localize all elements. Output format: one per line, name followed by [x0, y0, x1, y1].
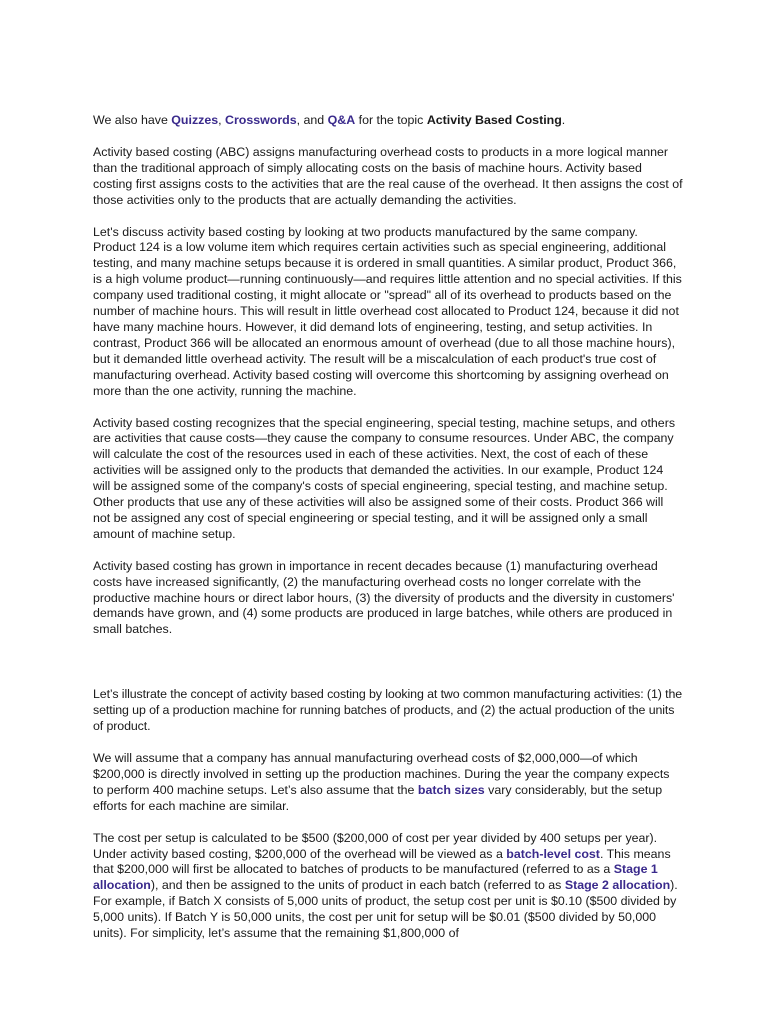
intro-prefix: We also have [93, 113, 172, 127]
crosswords-link[interactable]: Crosswords [225, 113, 297, 127]
setup-text-c: ), and then be assigned to the units of product in each batch (referred to as [150, 878, 565, 893]
intro-and: , and [296, 113, 328, 127]
stage-2-allocation-link[interactable]: Stage 2 allocation [564, 878, 671, 893]
intro-comma: , [218, 113, 226, 127]
paragraph-importance: Activity based costing has grown in importance in recent decades because (1) manufacturing overhead costs have increased significantly, (2) the manufacturing overhead costs no longer correlate with the productive machine hours or direct labor hours, (3) the diversity of products and the diversity in customers' demands have grown, and (4) some products are produced in large batches, while others are produced in small batches. [93, 558, 675, 637]
setup-text-b: . This means that $200,000 will first be allocated to batches of products to be manufactured (referred to as a [93, 846, 671, 877]
paragraph-assume [93, 751, 683, 815]
stage-1-allocation-link[interactable]: Stage 1 allocation [93, 862, 658, 893]
assume-text-a: We will assume that a company has annual manufacturing overhead costs of $2,000,000—of which $200,000 is directly involved in setting up the production machines. During the year the company expects to perform 400 machine setups. Let’s also assume that the [93, 751, 670, 797]
batch-level-cost-link[interactable]: batch-level cost [506, 846, 600, 861]
paragraph-two-products: Let's discuss activity based costing by looking at two products manufactured by the same company. Product 124 is a low volume item which requires certain activities such as special engineering, additional testing, and many machine setups because it is ordered in small quantities. A similar product, Product 366, is a high volume product—running continuously—and requires little attention and no special activities. If this company used traditional costing, it might allocate or "spread" all of its overhead to products based on the number of machine hours. This will result in little overhead cost allocated to Product 124, because it did not have many machine hours. However, it did demand lots of engineering, testing, and setup activities. In contrast, Product 366 will be allocated an enormous amount of overhead (due to all those machine hours), but it demanded little overhead activity. The result will be a miscalculation of each product's true cost of manufacturing overhead. Activity based costing will overcome this shortcoming by assigning overhead on more than the one activity, running the machine. [93, 224, 682, 398]
batch-sizes-link[interactable]: batch sizes [417, 782, 485, 797]
setup-text-a: The cost per setup is calculated to be $500 ($200,000 of cost per year divided by 400 setups per year). Under activity based costing, $200,000 of the overhead will be viewed as a [93, 830, 658, 861]
paragraph-illustrate: Let’s illustrate the concept of activity based costing by looking at two common manufacturing activities: (1) the setting up of a production machine for running batches of products, and (2) the actual production of the units of product. [93, 687, 683, 734]
intro-paragraph [93, 113, 683, 129]
intro-period: . [561, 113, 566, 127]
topic-name: Activity Based Costing [426, 113, 562, 127]
assume-text-b: vary considerably, but the setup efforts for each machine are similar. [93, 782, 663, 813]
qa-link[interactable]: Q&A [327, 113, 356, 127]
paragraph-cost-per-setup [93, 831, 683, 942]
quizzes-link[interactable]: Quizzes [171, 113, 219, 127]
paragraph-abc-definition: Activity based costing (ABC) assigns manufacturing overhead costs to products in a more logical manner than the traditional approach of simply allocating costs on the basis of machine hours. Activity based costing first assigns costs to the activities that are the real cause of the overhead. It then assigns the cost of those activities only to the products that are actually demanding the activities. [93, 144, 683, 207]
paragraph-abc-recognizes: Activity based costing recognizes that the special engineering, special testing, machine setups, and others are activities that cause costs—they cause the company to consume resources. Under ABC, the company will calculate the cost of the resources used in each of these activities. Next, the cost of each of these activities will be assigned only to the products that demanded the activities. In our example, Product 124 will be assigned some of the company's costs of special engineering, special testing, and machine setup. Other products that use any of these activities will also be assigned some of their costs. Product 366 will not be assigned any cost of special engineering or special testing, and it will be assigned only a small amount of machine setup. [93, 415, 676, 541]
document-body [93, 113, 683, 958]
setup-text-d: ). For example, if Batch X consists of 5,000 units of product, the setup cost per unit is $0.10 ($500 divided by 5,000 units). If Batch Y is 50,000 units, the cost per unit for setup will be $0.01 ($500 divided by 50,000 units). For simplicity, let’s assume that the remaining $1,800,000 of [93, 878, 678, 941]
intro-for-topic: for the topic [355, 113, 427, 127]
